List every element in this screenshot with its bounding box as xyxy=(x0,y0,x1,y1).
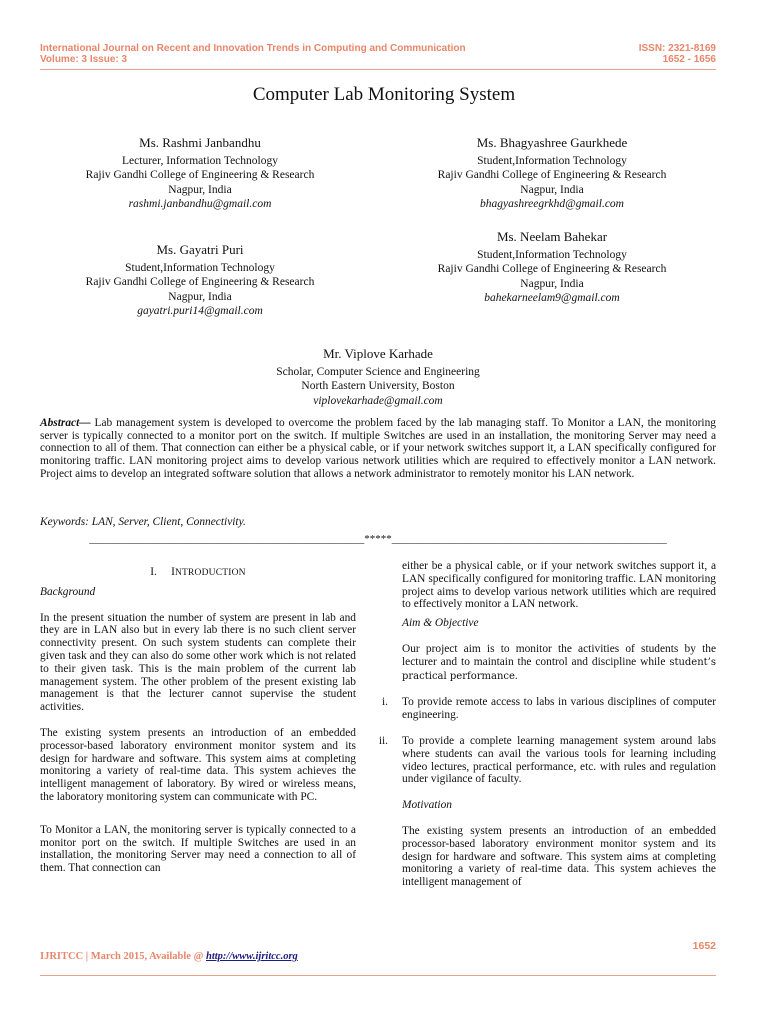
author-place: Nagpur, India xyxy=(520,277,584,290)
list-item xyxy=(378,734,716,786)
list-text: To provide remote access to labs in various disciplines of computer engineering. xyxy=(402,696,716,722)
paragraph: either be a physical cable, or if your network switches support it, a LAN specifically configured for monitoring traffic. LAN monitoring project aims to develop various network utilities which are required to effectively monitor a LAN network. xyxy=(402,560,716,611)
subheading-background: Background xyxy=(40,585,96,598)
author-block-5 xyxy=(218,347,538,408)
author-email: rashmi.janbandhu@gmail.com xyxy=(128,198,272,210)
paragraph-text: Our project aim is to monitor the activities of students by the lecturer and to maintain the control and discipline while xyxy=(402,642,716,668)
section-title-rest: NTRODUCTION xyxy=(174,568,246,578)
footer-rule xyxy=(40,975,716,976)
footer-link[interactable]: http://www.ijritcc.org xyxy=(206,951,298,962)
list-item xyxy=(381,696,716,722)
author-email: bhagyashreegrkhd@gmail.com xyxy=(480,198,624,210)
author-org: Rajiv Gandhi College of Engineering & Research xyxy=(85,169,315,181)
abstract-label: Abstract— xyxy=(40,417,91,429)
list-number: ii. xyxy=(378,734,388,747)
author-name: Ms. Bhagyashree Gaurkhede xyxy=(476,135,628,150)
paragraph xyxy=(402,643,716,683)
list-number: i. xyxy=(381,696,388,709)
footer-label: IJRITCC | March 2015, Available @ xyxy=(40,951,206,962)
author-block-4 xyxy=(392,230,712,306)
section-numeral: I. xyxy=(150,566,157,578)
author-name: Ms. Gayatri Puri xyxy=(156,242,244,257)
footer-text xyxy=(40,951,298,962)
paragraph: The existing system presents an introduction of an embedded processor-based laboratory environment monitor system and its design for hardware and software. This system aims at completing monitoring a variety of real-time data. This system achieves the intelligent management of xyxy=(402,824,716,889)
section-heading-introduction xyxy=(40,566,356,580)
author-place: Nagpur, India xyxy=(168,290,232,303)
right-column xyxy=(378,560,716,902)
author-block-2 xyxy=(392,136,712,212)
author-email: gayatri.puri14@gmail.com xyxy=(137,305,263,317)
author-org: Rajiv Gandhi College of Engineering & Research xyxy=(437,263,667,275)
author-name: Ms. Rashmi Janbandhu xyxy=(139,135,261,150)
journal-volume: Volume: 3 Issue: 3 xyxy=(40,54,128,65)
author-role: Student,Information Technology xyxy=(125,261,275,274)
author-name: Mr. Viplove Karhade xyxy=(323,346,433,361)
section-title-first: I xyxy=(171,566,175,578)
author-place: Nagpur, India xyxy=(168,183,232,196)
paragraph: In the present situation the number of system are present in lab and they are in LAN also but in every lab there is no such client server connectivity present. On such system students can complete their given task and they can also do some other work which is not related to their given task. This is the main problem of the current lab management system. The other problem of the present existing lab management is that the lecturer cannot supervise the student activities. xyxy=(40,611,356,714)
section-separator: __________________________________________________*****__________________________________________________ xyxy=(89,533,667,545)
journal-pages: 1652 - 1656 xyxy=(662,54,716,65)
author-org: Rajiv Gandhi College of Engineering & Research xyxy=(85,276,315,288)
paragraph: To Monitor a LAN, the monitoring server is typically connected to a monitor port on the switch. If multiple Switches are used in an installation, the monitoring Server may need a connection to all of them. That connection can xyxy=(40,823,356,875)
author-role: Student,Information Technology xyxy=(477,154,627,167)
keywords: Keywords: LAN, Server, Client, Connectivity. xyxy=(40,516,246,528)
author-email: viplovekarhade@gmail.com xyxy=(313,394,443,407)
author-place: Nagpur, India xyxy=(520,183,584,196)
author-org: Rajiv Gandhi College of Engineering & Research xyxy=(437,169,667,181)
subheading-motivation: Motivation xyxy=(402,799,452,812)
abstract-text: Lab management system is developed to overcome the problem faced by the lab managing staff. To Monitor a LAN, the monitoring server is typically connected to a monitor port on the switch. If multiple Switches are used in an installation, the monitoring Server may need a connection to all of them. That connection can either be a physical cable, or if your network switches support it, a LAN specifically configured for monitoring traffic. LAN monitoring project aims to develop various network utilities which are required to effectively monitor a LAN network. Project aims to develop an integrated software solution that allows a network administrator to remotely monitor his LAN network. xyxy=(40,417,716,480)
list-text: To provide a complete learning management system around labs where students can avail the various tools for learning including video lectures, practical performance, etc. with rules and regulation under vigilance of faculty. xyxy=(402,734,716,786)
left-column xyxy=(40,566,356,888)
paragraph: The existing system presents an introduction of an embedded processor-based laboratory environment monitor system and its design for hardware and software. This system aims at completing monitoring a variety of real-time data. This system achieves the intelligent management of laboratory. By wired or wireless means, the laboratory monitoring system can communicate with PC. xyxy=(40,726,356,803)
author-name: Ms. Neelam Bahekar xyxy=(496,229,608,244)
author-block-1 xyxy=(40,136,360,212)
paper-title: Computer Lab Monitoring System xyxy=(252,84,516,105)
abstract xyxy=(40,417,716,481)
page-number: 1652 xyxy=(692,940,716,952)
paragraph-tail: student’s practical performance xyxy=(402,656,716,682)
subheading-aim-objective: Aim & Objective xyxy=(402,617,479,630)
author-block-3 xyxy=(40,243,360,319)
author-role: Student,Information Technology xyxy=(477,248,627,261)
journal-header xyxy=(40,43,466,65)
header-rule xyxy=(40,69,716,70)
author-email: bahekarneelam9@gmail.com xyxy=(484,292,620,304)
journal-issn-block xyxy=(639,43,716,65)
author-role: Scholar, Computer Science and Engineering xyxy=(276,365,480,378)
author-org: North Eastern University, Boston xyxy=(301,380,455,392)
journal-name: International Journal on Recent and Innovation Trends in Computing and Communication xyxy=(40,43,466,54)
journal-issn: ISSN: 2321-8169 xyxy=(638,43,716,54)
paragraph-end: . xyxy=(514,669,518,682)
author-role: Lecturer, Information Technology xyxy=(122,154,278,167)
